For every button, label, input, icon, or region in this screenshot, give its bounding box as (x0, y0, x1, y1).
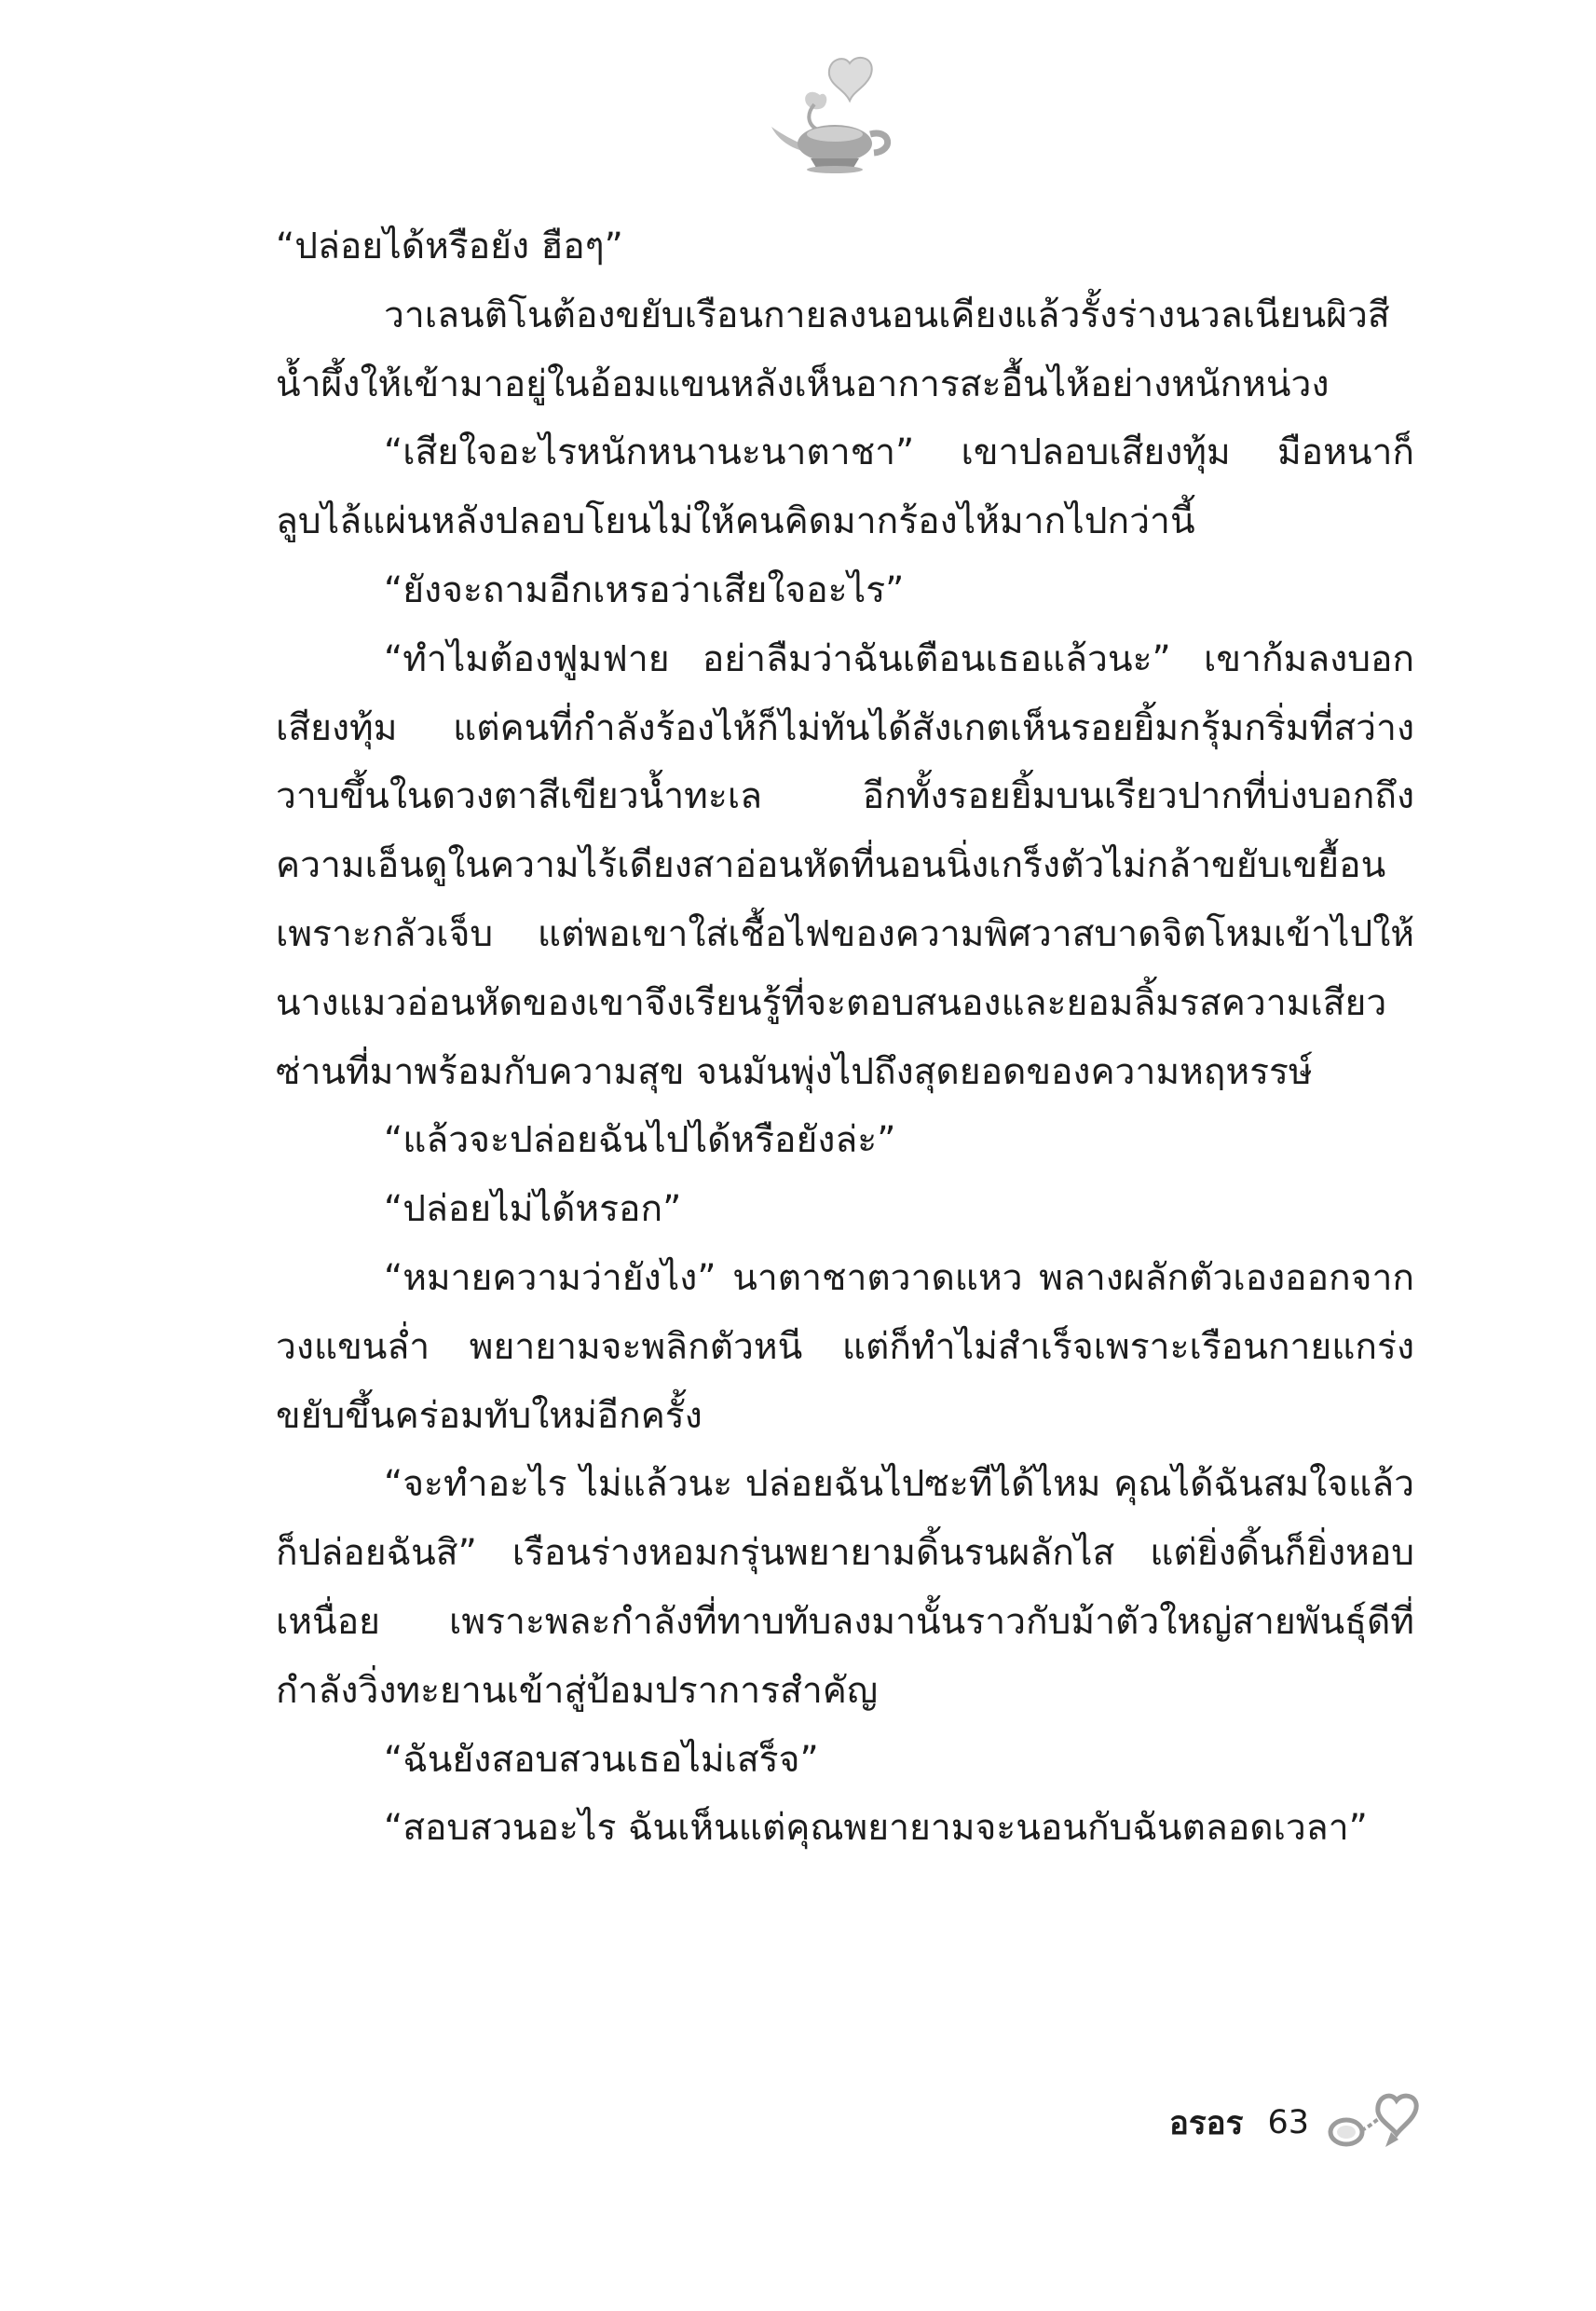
paragraph: “ฉันยังสอบสวนเธอไม่เสร็จ” (384, 1738, 819, 1781)
paragraph: “จะทำอะไร ไม่แล้วนะ ปล่อยฉันไปซะทีได้ไหม คุณได้ฉันสมใจแล้วก็ปล่อยฉันสิ” เรือนร่างหอมกรุ่นพยายามดิ้นรนผลักไส แต่ยิ่งดิ้นก็ยิ่งหอบเหนื่อย เพราะพละกำลังที่ทาบทับลงมานั้นราวกับม้าตัวใหญ่สายพันธุ์ดีที่กำลังวิ่งทะยานเข้าสู่ป้อมปราการสำคัญ (276, 1463, 1414, 1712)
paragraph: “สอบสวนอะไร ฉันเห็นแต่คุณพยายามจะนอนกับฉันตลอดเวลา” (384, 1807, 1368, 1850)
genie-lamp-heart-icon (764, 54, 904, 175)
paragraph: วาเลนติโนต้องขยับเรือนกายลงนอนเคียงแล้วรั้งร่างนวลเนียนผิวสีน้ำผึ้งให้เข้ามาอยู่ในอ้อมแขนหลังเห็นอาการสะอื้นไห้อย่างหนักหน่วง (276, 294, 1390, 405)
paragraph: “ปล่อยไม่ได้หรอก” (384, 1188, 682, 1231)
handcuffs-heart-icon (1326, 2093, 1424, 2153)
page-number: 63 (1267, 2104, 1309, 2141)
paragraph: “ปล่อยได้หรือยัง ฮือๆ” (276, 226, 623, 267)
page-footer (1169, 2095, 1424, 2151)
paragraph: “หมายความว่ายังไง” นาตาชาตวาดแหว พลางผลักตัวเองออกจากวงแขนล่ำ พยายามจะพลิกตัวหนี แต่ก็ทำไม่สำเร็จเพราะเรือนกายแกร่งขยับขึ้นคร่อมทับใหม่อีกครั้ง (276, 1256, 1414, 1437)
paragraph: “แล้วจะปล่อยฉันไปได้หรือยังล่ะ” (384, 1119, 896, 1162)
paragraph: “เสียใจอะไรหนักหนานะนาตาชา” เขาปลอบเสียงทุ้ม มือหนาก็ลูบไล้แผ่นหลังปลอบโยนไม่ให้คนคิดมากร้องไห้มากไปกว่านี้ (276, 431, 1414, 543)
story-text (276, 212, 1414, 1863)
paragraph: “ทำไมต้องฟูมฟาย อย่าลืมว่าฉันเตือนเธอแล้วนะ” เขาก้มลงบอกเสียงทุ้ม แต่คนที่กำลังร้องไห้ก็ไม่ทันได้สังเกตเห็นรอยยิ้มกรุ้มกริ่มที่สว่างวาบขึ้นในดวงตาสีเขียวน้ำทะเล อีกทั้งรอยยิ้มบนเรียวปากที่บ่งบอกถึงความเอ็นดูในความไร้เดียงสาอ่อนหัดที่นอนนิ่งเกร็งตัวไม่กล้าขยับเขยื้อนเพราะกลัวเจ็บ แต่พอเขาใส่เชื้อไฟของความพิศวาสบาดจิตโหมเข้าไปให้ นางแมวอ่อนหัดของเขาจึงเรียนรู้ที่จะตอบสนองและยอมลิ้มรสความเสียวซ่านที่มาพร้อมกับความสุข จนมันพุ่งไปถึงสุดยอดของความหฤหรรษ์ (276, 637, 1414, 1093)
running-title: อรอร (1168, 2104, 1244, 2142)
paragraph: “ยังจะถามอีกเหรอว่าเสียใจอะไร” (384, 568, 905, 611)
